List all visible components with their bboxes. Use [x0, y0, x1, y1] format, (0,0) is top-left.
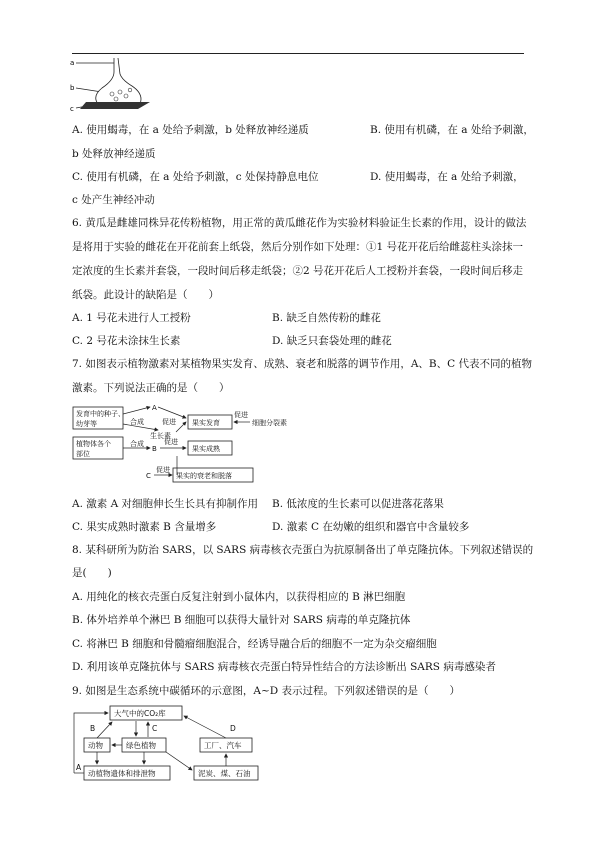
q6-option-d: D. 缺乏只套袋处理的雌花 [272, 335, 392, 347]
q6-option-a: A. 1 号花未进行人工授粉 [72, 312, 191, 324]
fruit-dev-label: 果实发育 [192, 419, 220, 427]
q8-option-b: B. 体外培养单个淋巴 B 细胞可以获得大量针对 SARS 病毒的单克隆抗体 [72, 614, 411, 626]
synthesis-label-2: 合成 [130, 440, 144, 448]
fossil-label: 泥炭、煤、石油 [198, 769, 251, 778]
factory-label: 工厂、汽车 [204, 741, 242, 750]
q7-stem-line2: 激素。下列说法正确的是（ ） [72, 382, 230, 394]
promote-label-2: 促进 [234, 411, 248, 419]
q5-option-d-cont: c 处产生神经冲动 [72, 194, 155, 206]
q5-option-b: B. 使用有机磷，在 a 处给予刺激， [370, 124, 534, 136]
synthesis-label-1: 合成 [130, 418, 144, 426]
q8-option-c: C. 将淋巴 B 细胞和骨髓瘤细胞混合，经诱导融合后的细胞不一定为杂交瘤细胞 [72, 638, 437, 650]
ripen-label: 果实成熟 [192, 445, 220, 453]
q6-stem-line3: 定浓度的生长素并套袋，一段时间后移走纸袋；②2 号花开花后人工授粉并套袋，一段时间后移走 [72, 265, 524, 277]
atmosphere-label: 大气中的CO₂库 [114, 709, 166, 718]
process-a-label: A [76, 763, 82, 772]
q7-option-b: B. 低浓度的生长素可以促进落花落果 [272, 498, 444, 510]
auxin-label: 生长素 [150, 432, 171, 440]
q8-stem-line1: 8. 某科研所为防治 SARS，以 SARS 病毒核衣壳蛋白为抗原制备出了单克隆抗体。下列叙述错误的 [72, 544, 534, 556]
q5-option-d: D. 使用蝎毒，在 a 处给予刺激， [370, 171, 524, 183]
cytokinin-label: 细胞分裂素 [252, 419, 287, 427]
label-c: c [70, 105, 74, 113]
process-c-label: C [152, 724, 158, 733]
header-rule [72, 53, 524, 54]
q8-option-a: A. 用纯化的核衣壳蛋白反复注射到小鼠体内，以获得相应的 B 淋巴细胞 [72, 591, 406, 603]
hormone-c-label: C [146, 472, 151, 480]
hormone-b-label: B [152, 445, 157, 453]
organ-label-2: 部位 [76, 450, 90, 458]
promote-label-4: 促进 [156, 466, 170, 474]
q5-option-a: A. 使用蝎毒，在 a 处给予刺激，b 处释放神经递质 [72, 124, 309, 136]
aging-label: 果实的衰老和脱落 [176, 472, 232, 480]
q7-stem-line1: 7. 如图表示植物激素对某植物果实发育、成熟、衰老和脱落的调节作用，A、B、C 代表不同的植物 [72, 358, 533, 370]
q6-option-c: C. 2 号花未涂抹生长素 [72, 335, 181, 347]
plant-label: 绿色植物 [126, 741, 156, 750]
q8-option-d: D. 利用该单克隆抗体与 SARS 病毒核衣壳蛋白特异性结合的方法诊断出 SARS 病毒感染者 [72, 661, 496, 673]
q6-option-b: B. 缺乏自然传粉的雌花 [272, 312, 381, 324]
q8-stem-line2: 是( ) [72, 567, 112, 579]
organ-label-1: 植物体各个 [76, 440, 111, 448]
label-a: a [70, 59, 75, 67]
process-d-label: D [230, 724, 236, 733]
q6-stem-line4: 纸袋。此设计的缺陷是（ ） [72, 289, 219, 301]
hormone-regulation-diagram [72, 402, 312, 486]
promote-label-3: 促进 [164, 438, 178, 446]
seed-label-1: 发育中的种子、 [76, 410, 125, 418]
q7-option-d: D. 激素 C 在幼嫩的组织和器官中含量较多 [272, 521, 470, 533]
q9-stem: 9. 如图是生态系统中碳循环的示意图，A~D 表示过程。下列叙述错误的是（ ） [72, 685, 460, 697]
label-b: b [70, 84, 75, 92]
q7-option-a: A. 激素 A 对细胞伸长生长具有抑制作用 [72, 498, 259, 510]
q5-option-c: C. 使用有机磷，在 a 处给予刺激，c 处保持静息电位 [72, 171, 319, 183]
hormone-a-label: A [152, 404, 157, 412]
animal-label: 动物 [88, 741, 103, 750]
process-b-label: B [90, 724, 96, 733]
remains-label: 动植物遗体和排泄物 [88, 769, 156, 778]
q6-stem-line1: 6. 黄瓜是雌雄同株异花传粉植物，用正常的黄瓜雌花作为实验材料验证生长素的作用，设计的做法 [72, 217, 527, 229]
q6-stem-line2: 是将用于实验的雌花在开花前套上纸袋，然后分别作如下处理：①1 号花开花后给雌蕊柱头涂抹一 [72, 241, 524, 253]
carbon-cycle-diagram [70, 704, 270, 786]
q7-option-c: C. 果实成熟时激素 B 含量增多 [72, 521, 217, 533]
seed-label-2: 幼芽等 [76, 420, 97, 428]
neuron-synapse-figure [68, 56, 158, 114]
q5-option-b-cont: b 处释放神经递质 [72, 148, 156, 160]
promote-label-1: 促进 [162, 418, 176, 426]
